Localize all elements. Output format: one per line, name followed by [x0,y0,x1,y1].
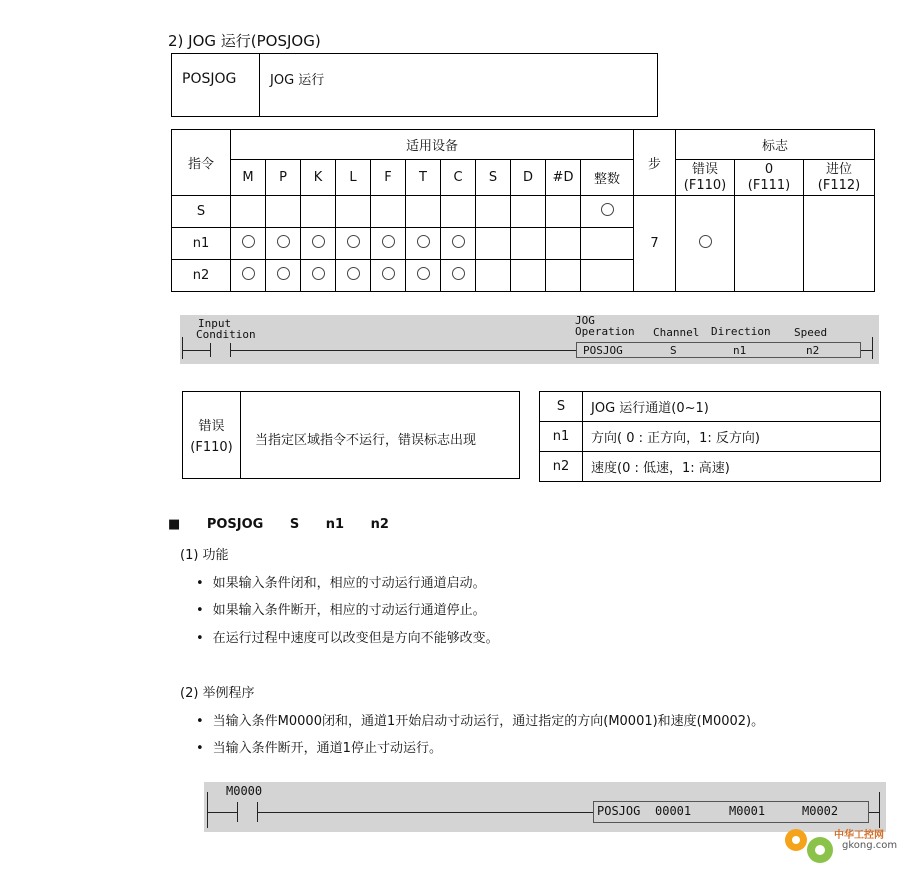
circle-mark-icon [699,235,712,248]
operand-cell: S [172,196,231,228]
box-direction: M0001 [729,804,766,818]
device-col-d: D [511,160,546,196]
input-label-line1: Input [198,317,232,330]
device-col-l: L [336,160,371,196]
mark-cell [511,228,546,260]
mark-cell [266,228,301,260]
flag-carry-name: 进位 [825,161,852,177]
flag-col-zero [735,160,804,196]
mark-cell [301,260,336,292]
usage-token: n2 [370,517,389,532]
circle-mark-icon [277,235,290,248]
mark-cell [441,228,476,260]
error-code: (F110) [190,440,233,455]
watermark-cn: 中华工控网 [834,830,884,841]
rung-wire [182,350,210,351]
operand-value: 方向( 0 : 正方向，1: 反方向) [583,422,881,452]
mark-cell [301,196,336,228]
mark-cell [581,196,634,228]
mark-cell [231,196,266,228]
box-n2: n2 [806,344,820,357]
example-bullet: • 当输入条件M0000闭和，通道1开始启动寸动运行，通过指定的方向(M0001)和速度(M0002)。 [196,710,764,729]
input-label-line2: Condition [196,328,256,341]
mark-cell [336,196,371,228]
flag-mark-cell [804,196,875,292]
function-title: (1) 功能 [180,548,229,563]
function-bullet: • 如果输入条件断开，相应的寸动运行通道停止。 [196,599,486,618]
device-col-k: K [301,160,336,196]
device-col-t: T [406,160,441,196]
instruction-description: JOG 运行 [270,73,325,88]
circle-mark-icon [312,267,325,280]
box-s: S [670,344,677,357]
mark-cell [336,228,371,260]
circle-mark-icon [452,235,465,248]
rung-wire [861,350,872,351]
instruction-title-box [171,53,658,117]
jog-label-line2: Operation [575,325,635,338]
box-op: POSJOG [597,804,641,818]
table-row [540,452,881,482]
channel-label: Channel [653,326,700,339]
circle-mark-icon [347,267,360,280]
mark-cell [476,260,511,292]
usage-heading [168,517,411,532]
jog-label-line1: JOG [575,314,595,327]
mark-cell [581,260,634,292]
device-col-m: M [231,160,266,196]
mark-cell [301,228,336,260]
applicable-devices-table [171,129,875,292]
device-col-hash-d: #D [546,160,581,196]
mark-cell [511,260,546,292]
mark-cell [266,196,301,228]
mark-cell [406,228,441,260]
box-speed: M0002 [802,804,839,818]
watermark-url: gkong.com [842,840,898,851]
flag-carry-code: (F112) [817,177,861,193]
circle-mark-icon [312,235,325,248]
flag-zero-name: 0 [764,161,774,177]
mark-cell [546,228,581,260]
function-bullet: • 如果输入条件闭和，相应的寸动运行通道启动。 [196,572,486,591]
operand-table [539,391,881,482]
direction-label: Direction [711,325,771,338]
flags-header: 标志 [676,130,875,160]
steps-header: 步 [634,130,676,196]
operand-key: n2 [540,452,583,482]
square-bullet-icon: ■ [168,517,181,532]
mark-cell [476,228,511,260]
mark-cell [441,260,476,292]
circle-mark-icon [242,267,255,280]
circle-mark-icon [242,235,255,248]
flag-col-carry [804,160,875,196]
devices-header: 适用设备 [231,130,634,160]
operand-cell: n1 [172,228,231,260]
device-col-f: F [371,160,406,196]
steps-value: 7 [634,196,676,292]
contact-left-bar [237,802,238,822]
error-flag-table [182,391,520,479]
box-n1: n1 [733,344,747,357]
flag-mark-cell [676,196,735,292]
rung-wire [869,812,879,813]
mark-cell [371,196,406,228]
mark-cell [581,228,634,260]
mark-cell [406,260,441,292]
device-col-p: P [266,160,301,196]
speed-label: Speed [794,326,828,339]
section-heading: 2) JOG 运行(POSJOG) [168,32,321,50]
function-bullet: • 在运行过程中速度可以改变但是方向不能够改变。 [196,627,499,646]
operand-value: 速度(0 : 低速，1: 高速) [583,452,881,482]
device-col-c: C [441,160,476,196]
contact-left-bar [210,343,211,357]
device-col-s: S [476,160,511,196]
circle-mark-icon [382,267,395,280]
table-row [540,392,881,422]
rung-wire [207,812,237,813]
operand-value: JOG 运行通道(0~1) [583,392,881,422]
instruction-mnemonic: POSJOG [172,54,260,116]
circle-mark-icon [417,235,430,248]
usage-token: S [289,517,300,532]
mark-cell [546,260,581,292]
right-power-rail [872,337,873,359]
mark-cell [231,260,266,292]
usage-token: POSJOG [206,517,264,532]
mark-cell [371,260,406,292]
contact-label: M0000 [226,784,263,798]
operand-cell: n2 [172,260,231,292]
error-label: 错误 [198,419,225,434]
mark-cell [441,196,476,228]
mark-cell [511,196,546,228]
mark-cell [336,260,371,292]
instr-header: 指令 [172,130,231,196]
mark-cell [406,196,441,228]
watermark-logo [780,822,910,872]
mark-cell [371,228,406,260]
circle-mark-icon [277,267,290,280]
usage-token: n1 [325,517,345,532]
operand-key: n1 [540,422,583,452]
left-power-rail [182,337,183,359]
gear-icon [780,822,840,872]
example-bullet: • 当输入条件断开，通道1停止寸动运行。 [196,737,442,756]
operand-key: S [540,392,583,422]
rung-wire [257,812,593,813]
flag-error-name: 错误 [691,161,718,177]
circle-mark-icon [417,267,430,280]
circle-mark-icon [382,235,395,248]
flag-zero-code: (F111) [747,177,791,193]
flag-error-code: (F110) [683,177,727,193]
flag-mark-cell [735,196,804,292]
circle-mark-icon [601,203,614,216]
mark-cell [231,228,266,260]
circle-mark-icon [452,267,465,280]
circle-mark-icon [347,235,360,248]
error-description: 当指定区域指令不运行，错误标志出现 [255,433,477,448]
error-label-cell [183,392,241,478]
device-col-integer: 整数 [581,160,634,196]
rung-wire [230,350,576,351]
example-title: (2) 举例程序 [180,686,255,701]
box-channel: 00001 [655,804,692,818]
mark-cell [546,196,581,228]
mark-cell [266,260,301,292]
table-row [540,422,881,452]
mark-cell [476,196,511,228]
table-row [172,196,875,228]
left-power-rail [207,792,208,828]
box-op: POSJOG [583,344,623,357]
ladder-diagram-format [180,315,879,364]
flag-col-error [676,160,735,196]
